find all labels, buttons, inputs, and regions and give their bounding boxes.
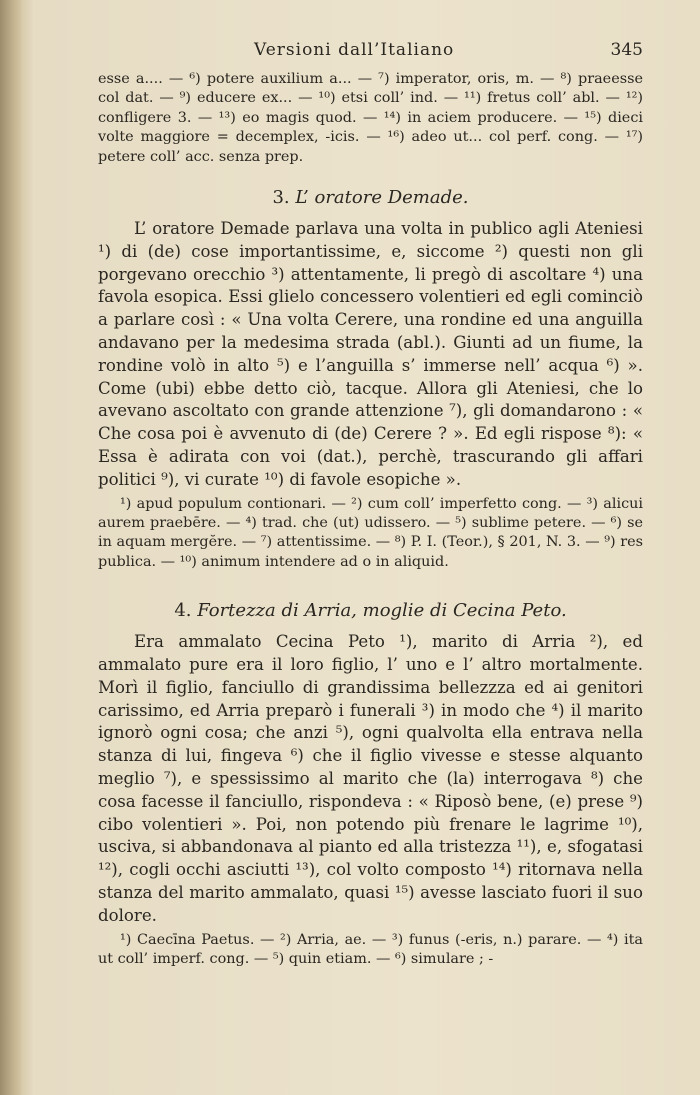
- section-3-paragraph: L’ oratore Demade parlava una volta in publico agli Ateniesi ¹) di (de) cose importantissime, e, siccome ²) questi non gli porgevano orecchio ³) attentamente, li pregò di ascoltare ⁴) una favola esopica. Essi glielo concessero volentieri ed egli cominciò a parlare così : « Una volta Cerere, una rondine ed una anguilla andavano per la medesima strada (abl.). Giunti ad un fiume, la rondine volò in alto ⁵) e l’anguilla s’ immerse nell’ acqua ⁶) ». Come (ubi) ebbe detto ciò, tacque. Allora gli Ateniesi, che lo avevano ascoltato con grande attenzione ⁷), gli domandarono : « Che cosa poi è avvenuto di (de) Cerere ? ». Ed egli rispose ⁸): « Essa è adirata con voi (dat.), perchè, trascurando gli affari politici ⁹), vi curate ¹⁰) di favole esopiche ».: [98, 219, 643, 489]
- section-4-number: 4.: [174, 600, 192, 622]
- section-3-notes-text: ¹) apud populum contionari. — ²) cum coll’ imperfetto cong. — ³) alicui aurem praebēre. — ⁴) trad. che (ut) udissero. — ⁵) sublime petere. — ⁶) se in aquam mergĕre. — ⁷) attentissime. — ⁸) P. I. (Teor.), § 201, N. 3. — ⁹) res publica. — ¹⁰) animum intendere ad o in aliquid.: [98, 495, 643, 570]
- section-4-notes-text: ¹) Caecīna Paetus. — ²) Arria, ae. — ³) funus (-eris, n.) parare. — ⁴) ita ut coll’ imperf. cong. — ⁵) quin etiam. — ⁶) simulare ; -: [98, 931, 643, 967]
- section-4-heading: [98, 600, 643, 621]
- section-4-notes: [98, 931, 643, 970]
- section-4-title: Fortezza di Arria, moglie di Cecina Peto.: [197, 600, 567, 622]
- running-header: [98, 40, 643, 70]
- section-4-body: [98, 631, 643, 927]
- section-3-notes: [98, 495, 643, 573]
- page-number: 345: [610, 40, 643, 60]
- notes-top-text: esse a.... — ⁶) potere auxilium a... — ⁷) imperator, oris, m. — ⁸) praeesse col dat. — ⁹) educere ex... — ¹⁰) etsi coll’ ind. — ¹¹) fretus coll’ abl. — ¹²) confligere 3. — ¹³) eo magis quod. — ¹⁴) in aciem producere. — ¹⁵) dieci volte maggiore = decemplex, -icis. — ¹⁶) adeo ut... col perf. cong. — ¹⁷) petere coll’ acc. senza prep.: [98, 71, 643, 165]
- section-3-body: [98, 218, 643, 492]
- page-content: [98, 40, 643, 969]
- running-title: Versioni dall’Italiano: [254, 40, 455, 60]
- section-4-paragraph: Era ammalato Cecina Peto ¹), marito di Arria ²), ed ammalato pure era il loro figlio, l’ uno e l’ altro mortalmente. Morì il figlio, fanciullo di grandissima bellezzza ed ai genitori carissimo, ed Arria preparò i funerali ³) in modo che ⁴) il marito ignorò ogni cosa; che anzi ⁵), ogni qualvolta ella entrava nella stanza di lui, fingeva ⁶) che il figlio vivesse e stesse alquanto meglio ⁷), e spessissimo al marito che (la) interrogava ⁸) che cosa facesse il fanciullo, rispondeva : « Riposò bene, (e) prese ⁹) cibo volentieri ». Poi, non potendo più frenare le lagrime ¹⁰), usciva, si abbandonava al pianto ed alla tristezza ¹¹), e, sfogatasi ¹²), cogli occhi asciutti ¹³), col volto composto ¹⁴) ritornava nella stanza del marito ammalato, quasi ¹⁵) avesse lasciato fuori il suo dolore.: [98, 632, 643, 925]
- notes-top: [98, 70, 643, 167]
- section-3-title: L’ oratore Demade.: [295, 187, 469, 209]
- section-3-heading: [98, 187, 643, 208]
- section-3-number: 3.: [272, 187, 290, 209]
- book-gutter: [0, 0, 22, 1095]
